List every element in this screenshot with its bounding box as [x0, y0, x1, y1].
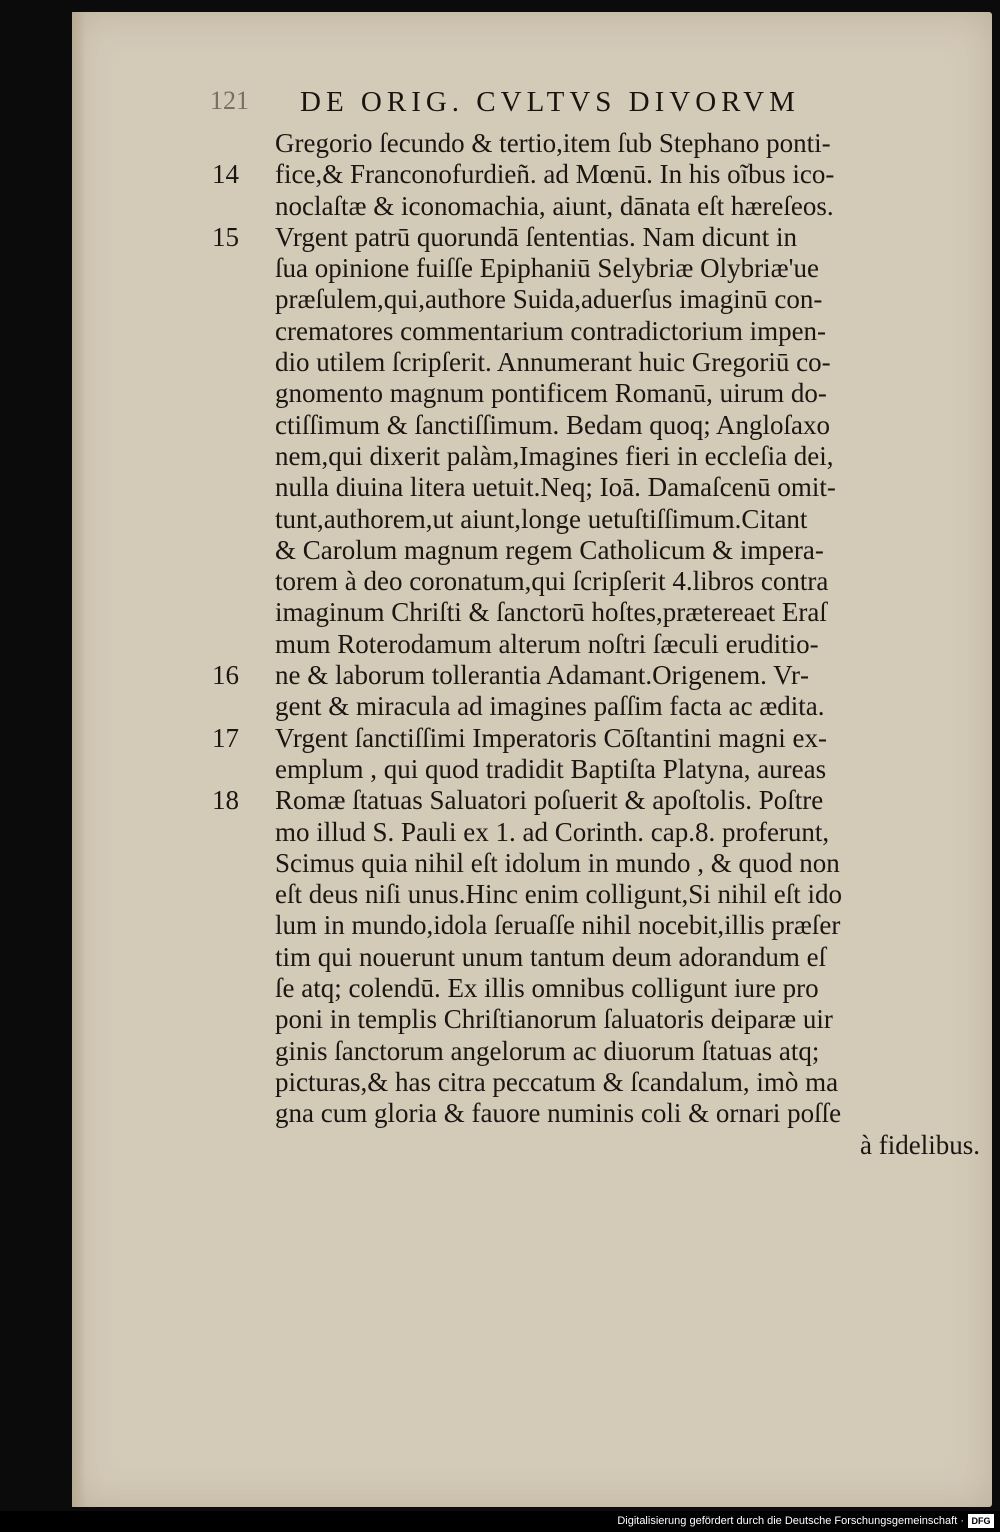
text-line: torem à deo coronatum,qui ſcripſerit 4.libros contra [275, 566, 829, 597]
text-line: emplum , qui quod tradidit Baptiſta Platyna, aureas [275, 753, 827, 784]
page-gutter-shadow [72, 12, 86, 1507]
text-line: mo illud S. Pauli ex 1. ad Corinth. cap.8. proferunt, [275, 816, 830, 847]
text-line: tim qui nouerunt unum tantum deum adorandum eſ [275, 941, 827, 972]
text-line: nulla diuina litera uetuit.Neq; Ioā. Damaſcenū omit‑ [275, 472, 836, 503]
text-line: & Carolum magnum regem Catholicum & impera‑ [275, 534, 824, 565]
body-text [275, 128, 980, 1161]
text-line: crematores commentarium contradictorium impen‑ [275, 315, 827, 346]
running-head: DE ORIG. CVLTVS DIVORVM [300, 86, 800, 118]
margin-number: 18 [212, 785, 239, 816]
folio-number: 121 [210, 86, 249, 115]
margin-number: 15 [212, 221, 239, 252]
text-line: poni in templis Chriſtianorum ſaluatoris deiparæ uir [275, 1004, 833, 1035]
text-line: tunt,authorem,ut aiunt,longe uetuſtiſſimum.Citant [275, 503, 808, 534]
margin-number: 17 [212, 722, 239, 753]
footer-credit: Digitalisierung gefördert durch die Deutsche Forschungsgemeinschaft · [617, 1515, 964, 1527]
text-line: gna cum gloria & fauore numinis coli & ornari poſſe [275, 1098, 842, 1129]
text-line: ſe atq; colendū. Ex illis omnibus colligunt iure pro [275, 973, 819, 1004]
margin-number: 16 [212, 660, 239, 691]
text-line: Romæ ſtatuas Saluatori poſuerit & apoſtolis. Poſtre [275, 785, 824, 816]
text-line: nem,qui dixerit palàm,Imagines fieri in eccleſia dei, [275, 440, 834, 471]
text-line: picturas,& has citra peccatum & ſcandalum, imò ma [275, 1066, 839, 1097]
text-line: gent & miracula ad imagines paſſim facta ac ædita. [275, 691, 825, 722]
text-line: à fidelibus. [860, 1129, 980, 1160]
text-line: mum Roterodamum alterum noſtri ſæculi eruditio‑ [275, 628, 819, 659]
text-line: præſulem,qui,authore Suida,aduerſus imaginū con‑ [275, 284, 823, 315]
text-line: lum in mundo,idola ſeruaſſe nihil nocebit,illis præſer [275, 910, 841, 941]
text-line: ſua opinione fuiſſe Epiphaniū Selybriæ Olybriæ'ue [275, 253, 820, 284]
text-line: noclaſtæ & iconomachia, aiunt, dānata eſt hæreſeos. [275, 190, 834, 221]
dfg-logo-icon: DFG [968, 1514, 994, 1528]
text-line: ginis ſanctorum angelorum ac diuorum ſtatuas atq; [275, 1035, 820, 1066]
text-line: dio utilem ſcripſerit. Annumerant huic Gregoriū co‑ [275, 347, 831, 378]
text-line: eſt deus niſi unus.Hinc enim colligunt,Si nihil eſt ido [275, 879, 842, 910]
text-line: Vrgent patrū quorundā ſententias. Nam dicunt in [275, 221, 798, 252]
text-line: ne & laborum tollerantia Adamant.Origenem. Vr‑ [275, 660, 809, 691]
text-line: Vrgent ſanctiſſimi Imperatoris Cōſtantini magni ex‑ [275, 722, 828, 753]
margin-number: 14 [212, 159, 239, 190]
text-line: ctiſſimum & ſanctiſſimum. Bedam quoq; Angloſaxo [275, 409, 830, 440]
text-line: gnomento magnum pontificem Romanū, uirum do‑ [275, 378, 827, 409]
text-line: Gregorio ſecundo & tertio,item ſub Stephano ponti‑ [275, 128, 831, 158]
text-line: Scimus quia nihil eſt idolum in mundo , & quod non [275, 847, 840, 878]
text-line: fice,& Franconofurdieñ. ad Mœnū. In his oĩbus ico‑ [275, 159, 835, 190]
text-line: imaginum Chriſti & ſanctorū hoſtes,prætereaet Eraſ [275, 597, 827, 628]
